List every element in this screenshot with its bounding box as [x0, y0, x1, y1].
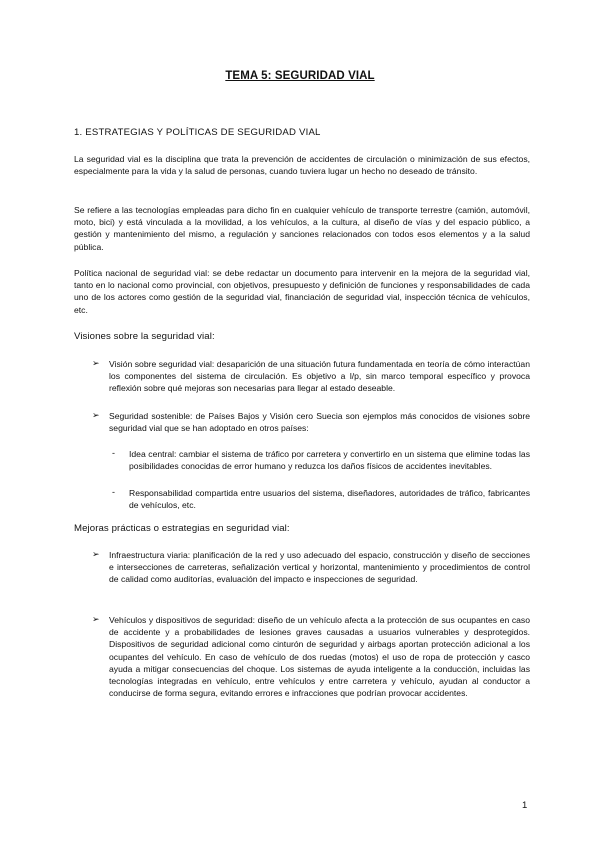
section-heading: 1. ESTRATEGIAS Y POLÍTICAS DE SEGURIDAD VIAL	[74, 127, 321, 138]
arrow-bullet-icon: ➢	[92, 549, 100, 559]
list-item-text: Infraestructura viaria: planificación de la red y uso adecuado del espacio, construcción y diseño de secciones e intersecciones de carreteras, señalización vertical y horizontal, mantenimiento y procedimientos de control de calidad como auditorías, evaluación del impacto e inspecciones de seguridad.	[109, 550, 530, 585]
visions-heading: Visiones sobre la seguridad vial:	[74, 331, 215, 342]
paragraph-technologies: Se refiere a las tecnologías empleadas para dicho fin en cualquier vehículo de transporte terrestre (camión, automóvil, moto, bici) y está vinculada a la movilidad, a los vehículos, a la cultura, al diseño de vías y del espacio público, a gestión y mantenimiento del mismo, a regulación y sanciones relacionados con todos esos elementos y a la salud pública.	[74, 205, 530, 252]
paragraph-national-policy: Política nacional de seguridad vial: se debe redactar un documento para intervenir en la mejora de la seguridad vial, tanto en lo nacional como provincial, con objetivos, presupuesto y definición de funciones y responsabilidades de cada uno de los actores como gestión de la seguridad vial, financiación de seguridad vial, inspección técnica de vehículos, etc.	[74, 268, 530, 315]
arrow-bullet-icon: ➢	[92, 614, 100, 624]
sub-list-item-text: Idea central: cambiar el sistema de tráfico por carretera y convertirlo en un sistema que elimine todas las posibilidades conocidas de error humano y reduzca los daños físicos de accidentes inevitables.	[129, 449, 530, 472]
list-item-text: Seguridad sostenible: de Países Bajos y Visión cero Suecia son ejemplos más conocidos de visiones sobre seguridad vial que se han adoptado en otros países:	[109, 411, 530, 434]
dash-bullet-icon: -	[112, 448, 115, 458]
arrow-bullet-icon: ➢	[92, 358, 100, 368]
practices-heading: Mejoras prácticas o estrategias en seguridad vial:	[74, 523, 290, 534]
list-item-text: Vehículos y dispositivos de seguridad: diseño de un vehículo afecta a la protección de sus ocupantes en caso de accidente y a probabilidades de lesiones graves causadas a usuarios vulnerables y desprotegidos. Dispositivos de seguridad adicional como cinturón de seguridad y airbags aportan protección adicional a los ocupantes del vehículo. En caso de vehículo de dos ruedas (motos) el uso de ropa de protección y casco ayuda a mitigar consecuencias del choque. Los sistemas de ayuda inteligente a la conducción, incluidas las tecnologías integradas en vehículo, entre vehículos y entre carretera y vehículo, ayudan al conductor a conducirse de forma segura, evitando errores e infracciones que podrían provocar accidentes.	[109, 615, 530, 699]
sub-list-item-text: Responsabilidad compartida entre usuarios del sistema, diseñadores, autoridades de tráfico, fabricantes de vehículos, etc.	[129, 488, 530, 511]
page-number: 1	[522, 800, 528, 811]
paragraph-definition: La seguridad vial es la disciplina que trata la prevención de accidentes de circulación o minimización de sus efectos, especialmente para la vida y la salud de personas, cuando tuviera lugar un hecho no deseado de tránsito.	[74, 154, 530, 177]
list-item-text: Visión sobre seguridad vial: desaparición de una situación futura fundamentada en teoría de cómo interactúan los componentes del sistema de circulación. Es objetivo a l/p, sin marco temporal específico y provoca reflexión sobre qué mejoras son necesarias para llegar al estado deseable.	[109, 359, 530, 394]
arrow-bullet-icon: ➢	[92, 410, 100, 420]
page-title: TEMA 5: SEGURIDAD VIAL	[225, 70, 375, 82]
dash-bullet-icon: -	[112, 487, 115, 497]
